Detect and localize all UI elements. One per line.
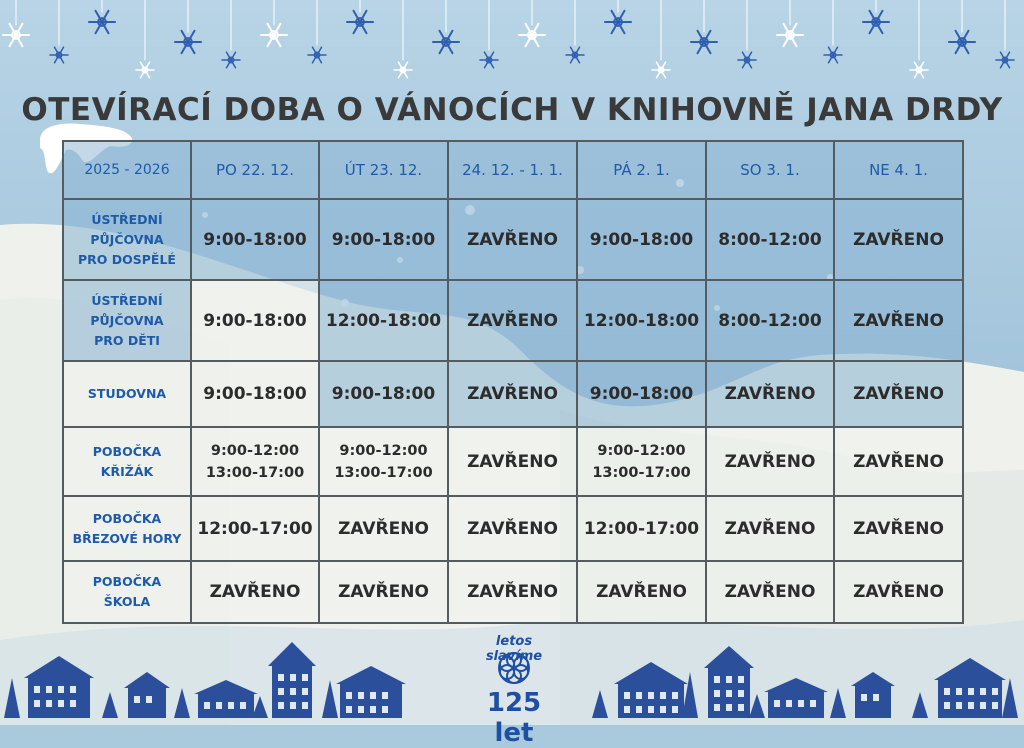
hours-value: ZAVŘENO (338, 518, 429, 539)
hours-cell (191, 496, 319, 561)
hours-cell (706, 496, 834, 561)
hours-cell (191, 199, 319, 280)
hours-value: 9:00-18:00 (331, 229, 436, 250)
hours-cell (577, 361, 706, 427)
hours-value: ZAVŘENO (467, 451, 558, 472)
logo-tagline: letos slavíme (485, 634, 543, 664)
hours-cell (577, 427, 706, 496)
hours-cell (706, 427, 834, 496)
hours-cell (319, 427, 448, 496)
hours-value: ZAVŘENO (724, 384, 816, 404)
location-label-line: ÚSTŘEDNÍ (91, 211, 163, 227)
anniversary-logo (466, 634, 562, 748)
day-header: SO 3. 1. (706, 141, 834, 199)
location-label-line: ÚSTŘEDNÍ (91, 292, 163, 308)
hours-value: ZAVŘENO (853, 451, 944, 472)
hours-cell (448, 199, 577, 280)
hours-value: 9:00-12:00 (339, 442, 428, 459)
hours-cell (577, 496, 706, 561)
hours-cell (319, 496, 448, 561)
hours-value: 9:00-18:00 (203, 229, 307, 250)
location-label-line: STUDOVNA (87, 386, 167, 401)
year-label: 2025 - 2026 (63, 141, 191, 199)
hours-value: ZAVŘENO (724, 451, 816, 472)
hours-value: 9:00-12:00 (597, 442, 686, 459)
table-body (63, 199, 963, 623)
hours-value: 12:00-17:00 (583, 518, 700, 539)
hours-cell (577, 199, 706, 280)
hours-value: 13:00-17:00 (592, 464, 691, 481)
hours-cell (448, 496, 577, 561)
location-label-line: KŘIŽÁK (100, 463, 154, 479)
hours-cell (191, 361, 319, 427)
hours-value: 9:00-12:00 (210, 442, 300, 459)
hours-value: 9:00-18:00 (331, 384, 436, 404)
day-header: PÁ 2. 1. (577, 141, 706, 199)
table-row (63, 561, 963, 623)
day-header: ÚT 23. 12. (319, 141, 448, 199)
hours-cell (834, 496, 963, 561)
day-header: 24. 12. - 1. 1. (448, 141, 577, 199)
hours-cell (448, 361, 577, 427)
hours-cell (706, 561, 834, 623)
logo-number: 125 let (486, 688, 542, 748)
location-label-line: PŮJČOVNA (90, 312, 164, 328)
hours-cell (319, 280, 448, 361)
table-row (63, 427, 963, 496)
hours-cell (706, 280, 834, 361)
location-label (63, 361, 191, 427)
hours-cell (577, 280, 706, 361)
day-header: NE 4. 1. (834, 141, 963, 199)
hours-value: ZAVŘENO (853, 310, 944, 331)
location-label (63, 496, 191, 561)
header-row (63, 141, 963, 199)
location-label-line: PŮJČOVNA (90, 231, 164, 247)
hours-value: 12:00-17:00 (197, 518, 313, 539)
hours-value: ZAVŘENO (467, 229, 558, 250)
flower-logo-icon (497, 651, 531, 685)
location-label (63, 561, 191, 623)
hours-value: ZAVŘENO (853, 518, 944, 539)
hours-cell (319, 561, 448, 623)
hours-cell (448, 280, 577, 361)
location-label-line: PRO DĚTI (94, 332, 160, 348)
hours-cell (834, 199, 963, 280)
table-row (63, 496, 963, 561)
hours-value: ZAVŘENO (853, 229, 944, 250)
hours-value: ZAVŘENO (853, 582, 944, 602)
hours-value: 9:00-18:00 (203, 310, 307, 331)
table-row (63, 280, 963, 361)
hours-cell (706, 199, 834, 280)
hours-value: 9:00-18:00 (589, 384, 694, 404)
location-label-line: POBOČKA (92, 443, 162, 459)
location-label (63, 199, 191, 280)
hours-value: ZAVŘENO (338, 582, 429, 602)
opening-hours-table (62, 140, 964, 624)
hours-value: ZAVŘENO (467, 310, 558, 331)
hours-value: ZAVŘENO (467, 582, 558, 602)
location-label (63, 280, 191, 361)
hours-value: ZAVŘENO (467, 384, 558, 404)
hours-cell (191, 561, 319, 623)
hours-value: ZAVŘENO (724, 518, 816, 539)
location-label (63, 427, 191, 496)
hours-value: 8:00-12:00 (718, 310, 822, 331)
location-label-line: POBOČKA (92, 574, 162, 589)
hours-cell (448, 561, 577, 623)
hours-value: ZAVŘENO (209, 582, 301, 602)
hours-value: 13:00-17:00 (334, 464, 433, 481)
hours-cell (834, 361, 963, 427)
location-label-line: BŘEZOVÉ HORY (72, 530, 182, 546)
hours-cell (834, 427, 963, 496)
hours-value: 13:00-17:00 (205, 464, 305, 481)
day-header: PO 22. 12. (191, 141, 319, 199)
location-label-line: PRO DOSPĚLÉ (78, 251, 176, 267)
hours-value: ZAVŘENO (467, 518, 558, 539)
hours-value: 8:00-12:00 (718, 229, 822, 250)
page-title: OTEVÍRACÍ DOBA O VÁNOCÍCH V KNIHOVNĚ JANA DRDY (21, 92, 1003, 128)
hours-cell (319, 199, 448, 280)
hours-value: ZAVŘENO (853, 384, 944, 404)
hours-cell (834, 561, 963, 623)
location-label-line: POBOČKA (92, 510, 162, 526)
hours-value: ZAVŘENO (724, 582, 816, 602)
hours-value: 9:00-18:00 (203, 384, 307, 404)
hours-cell (319, 361, 448, 427)
hours-cell (191, 427, 319, 496)
table-row (63, 199, 963, 280)
hours-cell (577, 561, 706, 623)
hours-value: ZAVŘENO (596, 582, 687, 602)
hours-cell (706, 361, 834, 427)
hours-value: 12:00-18:00 (583, 310, 700, 331)
hours-cell (834, 280, 963, 361)
hours-cell (191, 280, 319, 361)
location-label-line: ŠKOLA (103, 594, 151, 609)
hours-value: 12:00-18:00 (325, 310, 442, 331)
hours-cell (448, 427, 577, 496)
table-row (63, 361, 963, 427)
hours-value: 9:00-18:00 (589, 229, 694, 250)
